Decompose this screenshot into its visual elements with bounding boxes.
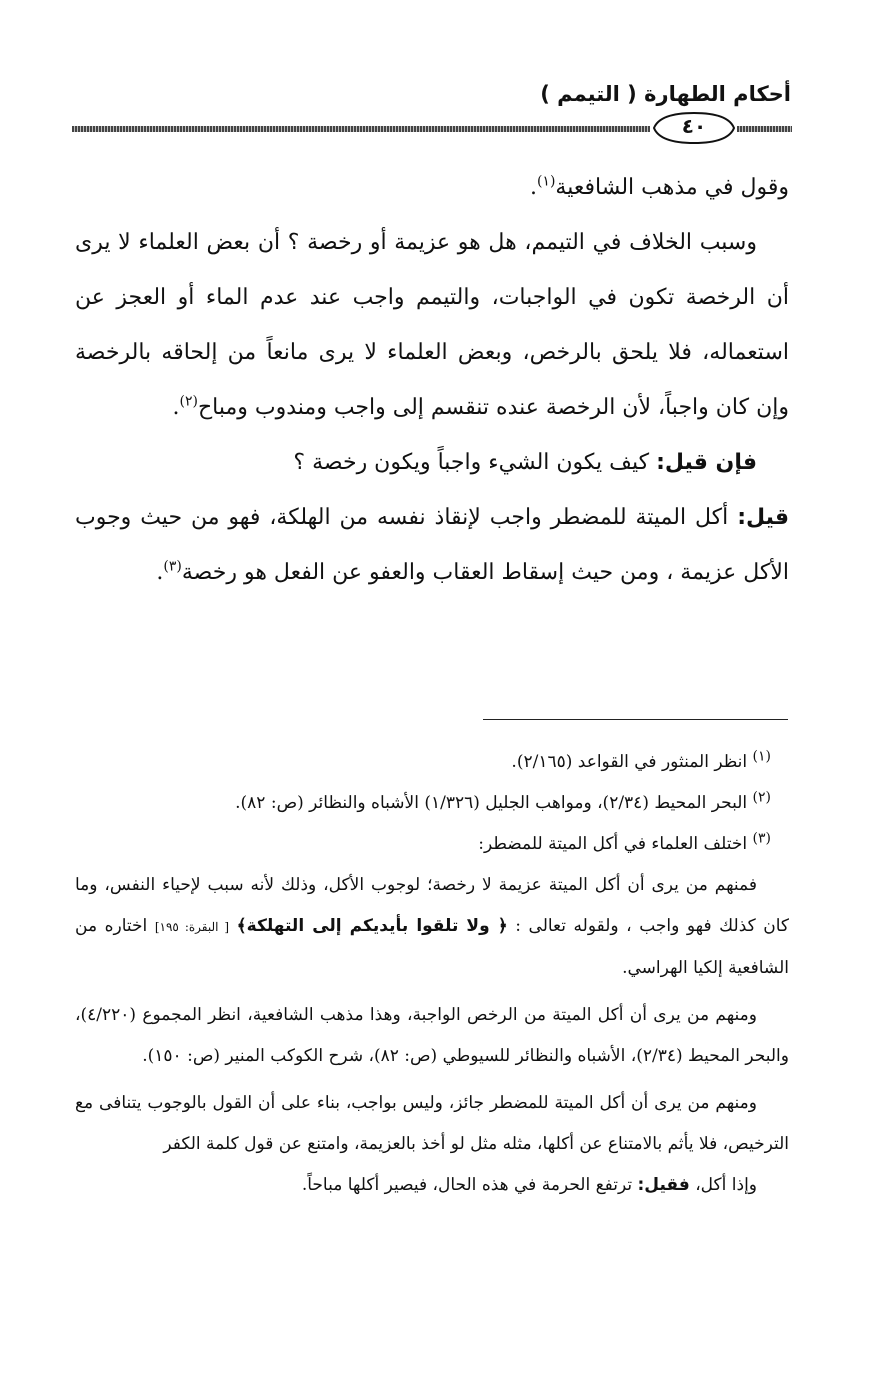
footnote-2: $^{(٢)}$ البحر المحيط (٢/٣٤)، ومواهب الجليل (١/٣٢٦) الأشباه والنظائر (ص: ٨٢). — [235, 789, 771, 813]
conclusion-label: فقيل: — [637, 1175, 690, 1195]
question-paragraph — [75, 435, 789, 490]
verse-reference: [ البقرة: ١٩٥] — [154, 920, 230, 934]
header-rule-left — [72, 126, 650, 132]
footnote-divider — [483, 719, 788, 720]
answer-text: أكل الميتة للمضطر واجب لإنقاذ نفسه من الهلكة، فهو من حيث وجوب الأكل عزيمة ، ومن حيث إسقاط العقاب والعفو عن الفعل هو رخصة — [75, 505, 789, 585]
answer-paragraph: قيل: أكل الميتة للمضطر واجب لإنقاذ نفسه من الهلكة، فهو من حيث وجوب الأكل عزيمة ، ومن حيث إسقاط العقاب والعفو عن الفعل هو رخصة$^{(٣)}$. — [75, 505, 790, 585]
footnote-3-opinion-3: ومنهم من يرى أن أكل الميتة للمضطر جائز، وليس بواجب، بناء على أن القول بالوجوب يتنافى مع الترخيص، فلا يأثم بالامتناع عن أكلها، مثله مثل لو أخذ بالعزيمة، وامتنع عن قول كلمة الكفر — [75, 1093, 789, 1154]
footnote-3-conclusion: وإذا أكل، فقيل: ترتفع الحرمة في هذه الحال، فيصير أكلها مباحاً. — [301, 1175, 757, 1195]
running-header-title: أحكام الطهارة ( التيمم ) — [540, 82, 791, 106]
footnote-ref-1: (١) — [536, 173, 556, 190]
answer-label: قيل: — [737, 505, 790, 530]
footnote-1: $^{(١)}$ انظر المنثور في القواعد (٢/١٦٥). — [511, 748, 771, 772]
page-number-badge — [652, 110, 736, 146]
header-rule-right — [737, 126, 792, 132]
footnote-3-opinion-1: فمنهم من يرى أن أكل الميتة عزيمة لا رخصة؛ لوجوب الأكل، وذلك لأنه سبب لإحياء النفس، وما كان كذلك فهو واجب ، ولقوله تعالى : ﴿ ولا تلقوا بأيديكم إلى التهلكة﴾ [ البقرة: ١٩٥] اختاره من الشافعية إلكيا الهراسي. — [75, 875, 790, 978]
footnote-ref-3: (٣) — [163, 558, 182, 575]
quran-verse: ﴿ ولا تلقوا بأيديكم إلى التهلكة﴾ — [236, 916, 508, 936]
paragraph-2: وسبب الخلاف في التيمم، هل هو عزيمة أو رخصة ؟ أن بعض العلماء لا يرى أن الرخصة تكون في الواجبات، والتيمم واجب عند عدم الماء أو العجز عن استعماله، فلا يلحق بالرخص، وبعض العلماء لا يرى مانعاً من إلحاقه بالرخصة وإن كان واجباً، لأن الرخصة عنده تنقسم إلى واجب ومندوب ومباح$^{(٢)}$. — [75, 230, 789, 420]
paragraph-1: وقول في مذهب الشافعية$^{(١)}$. — [529, 173, 789, 200]
footnotes — [75, 742, 789, 1206]
main-text — [75, 160, 789, 600]
footnote-3: $^{(٣)}$ اختلف العلماء في أكل الميتة للمضطر: — [478, 830, 771, 854]
footnote-ref-2: (٢) — [179, 393, 198, 410]
page-number: ٤٠ — [681, 114, 707, 138]
question-text: كيف يكون الشيء واجباً ويكون رخصة ؟ — [293, 450, 650, 475]
footnote-3-opinion-2: ومنهم من يرى أن أكل الميتة من الرخص الواجبة، وهذا مذهب الشافعية، انظر المجموع (٤/٢٢٠)، والبحر المحيط (٢/٣٤)، الأشباه والنظائر للسيوطي (ص: ٨٢)، شرح الكوكب المنير (ص: ١٥٠). — [75, 1005, 789, 1066]
question-label: فإن قيل: — [656, 450, 757, 475]
